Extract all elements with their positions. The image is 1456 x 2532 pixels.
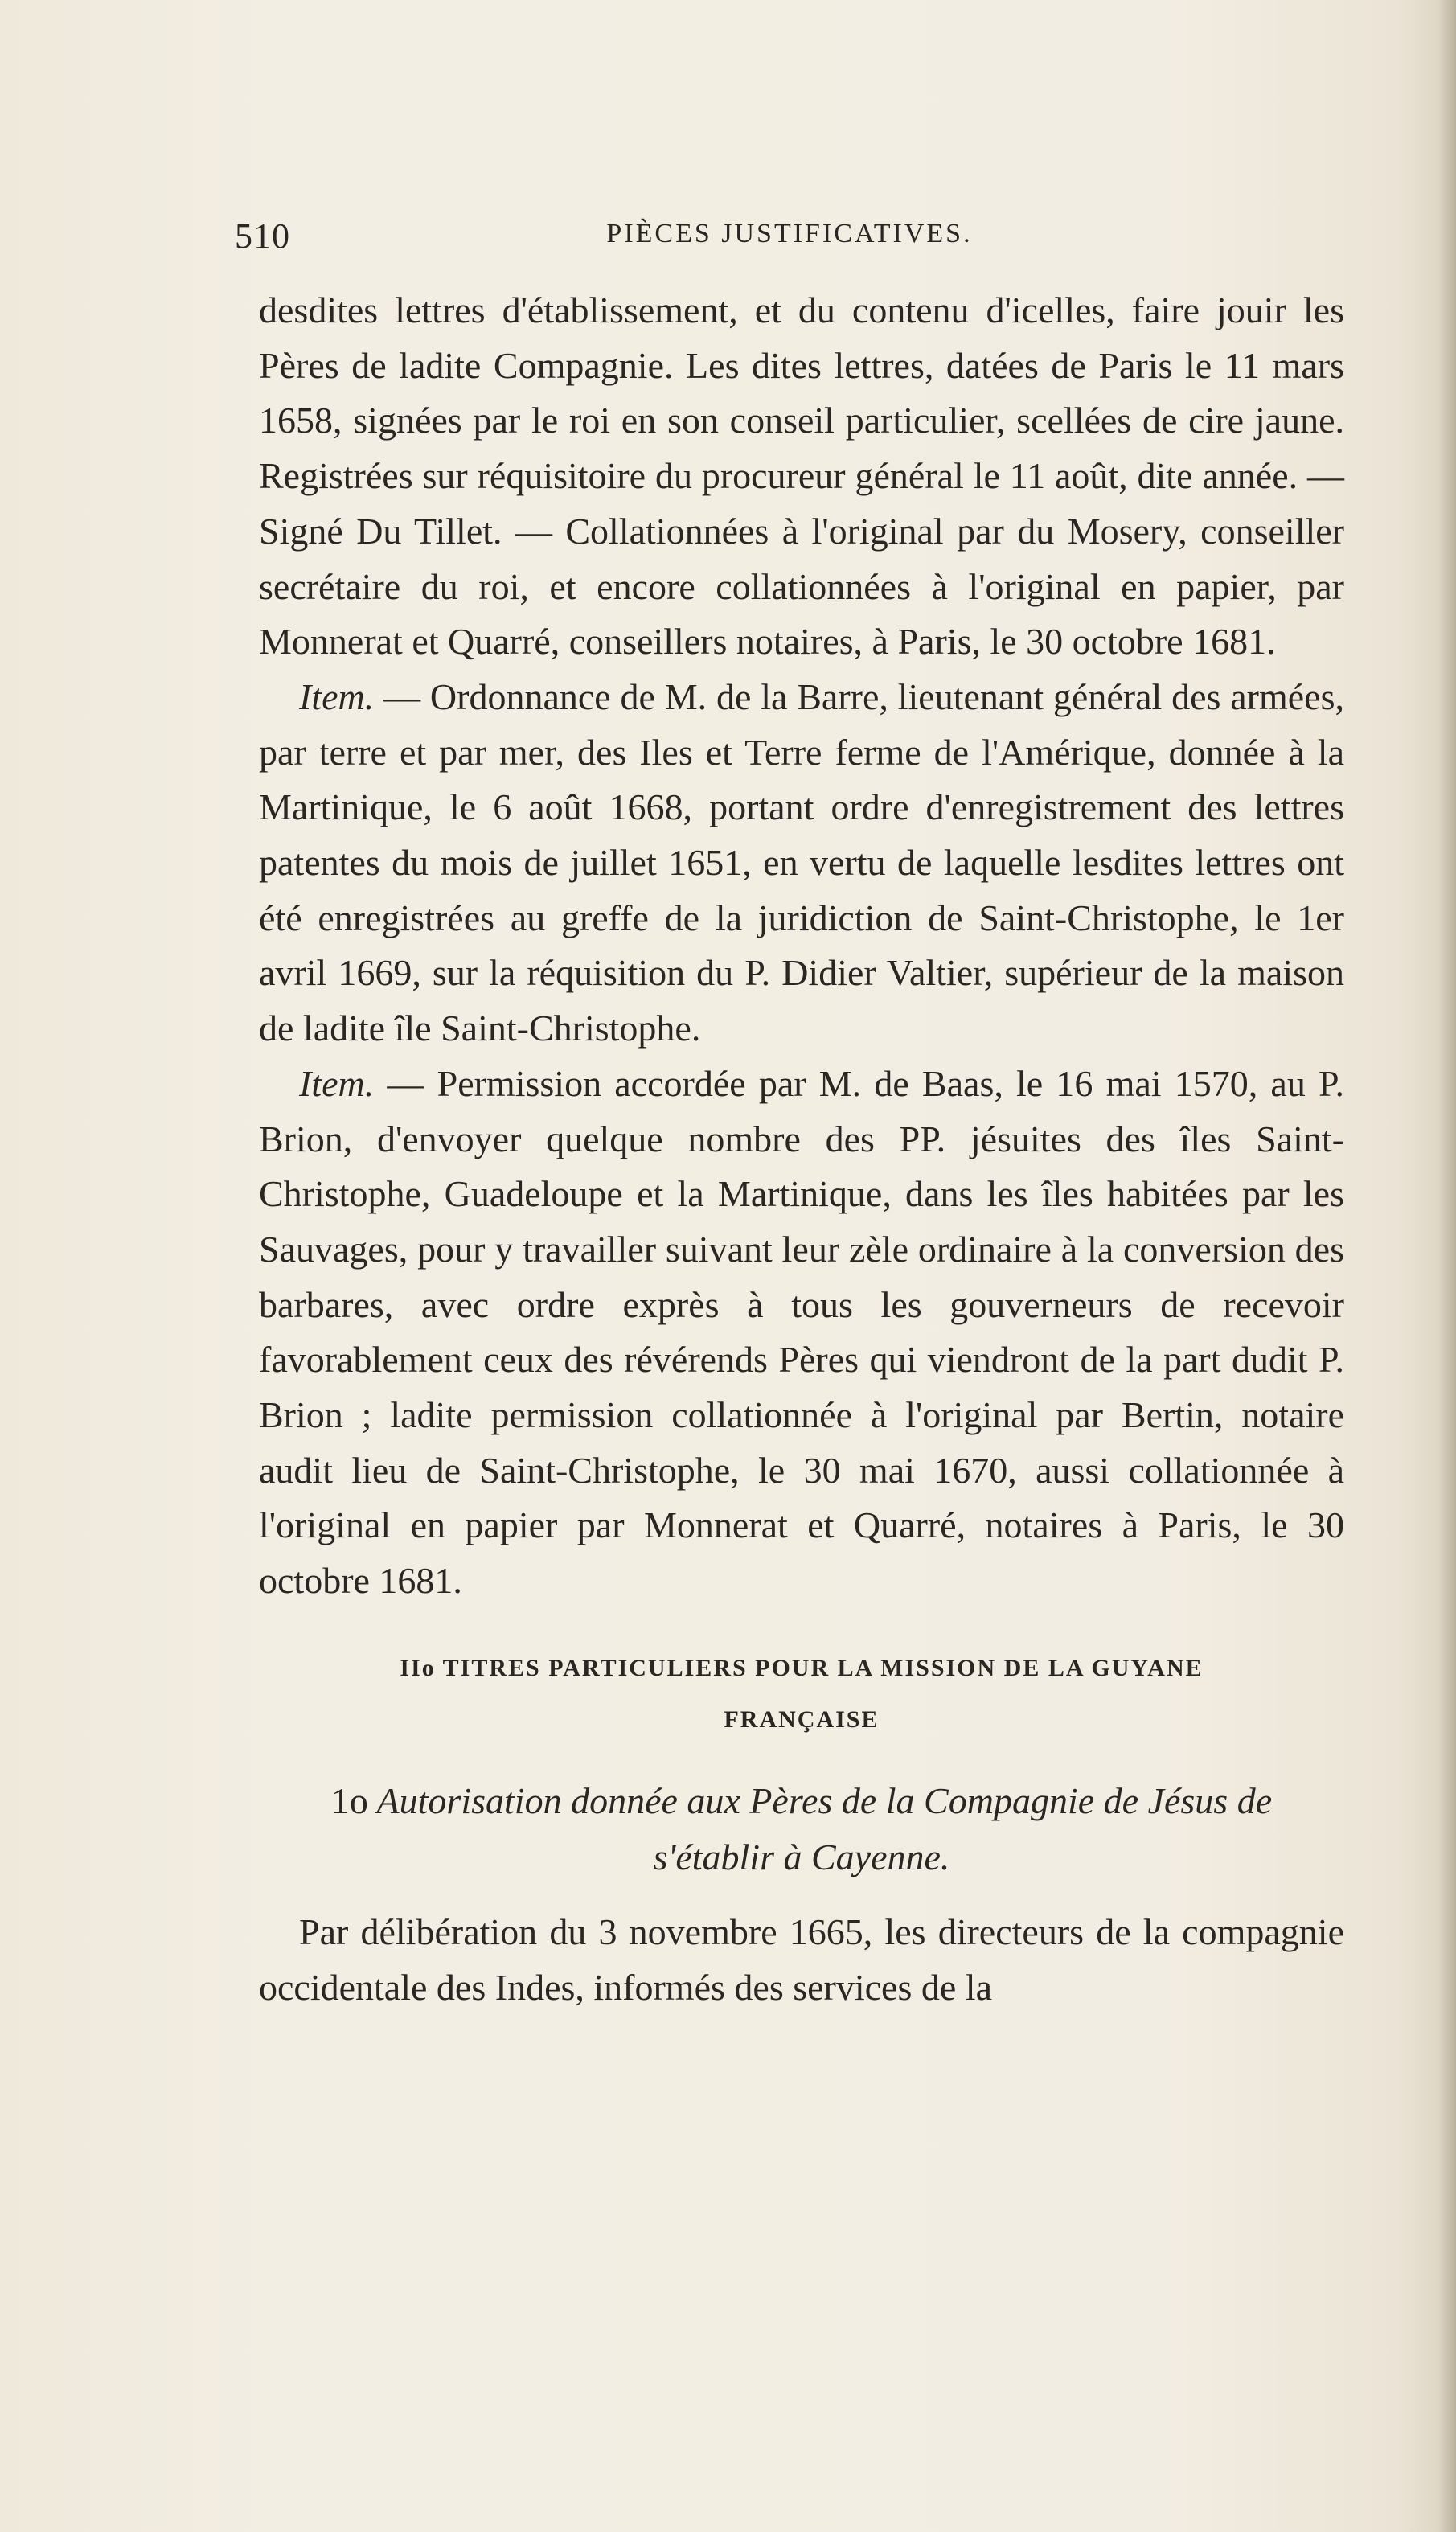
paragraph-deliberation: Par délibération du 3 novembre 1665, les directeurs de la compagnie occidentale des Indes, informés des services de la <box>259 1910 1344 2008</box>
page-header <box>235 215 1344 264</box>
section-heading <box>259 1643 1344 1746</box>
paragraph-item-ordonnance <box>259 670 1344 1057</box>
subsection-title: Autorisation donnée aux Pères de la Compagnie de Jésus de <box>376 1779 1273 1821</box>
section-heading-line-1: IIo TITRES PARTICULIERS POUR LA MISSION DE LA GUYANE <box>400 1654 1204 1681</box>
running-title: PIÈCES JUSTIFICATIVES. <box>606 219 973 248</box>
page-edge-shadow <box>1438 0 1456 2532</box>
subsection-heading-line-2: s'établir à Cayenne. <box>653 1836 950 1877</box>
subsection-heading <box>259 1773 1344 1886</box>
section-heading-line-2: FRANÇAISE <box>724 1705 880 1733</box>
paragraph-text: — Ordonnance de M. de la Barre, lieutenant général des armées, par terre et par mer, des Iles et Terre ferme de l'Amérique, donnée à la Martinique, le 6 août 1668, portant ordre d'enregistrement des lettres patentes du mois de juillet 1651, en vertu de laquelle lesdites lettres ont été enregistrées au greffe de la juridiction de Saint-Christophe, le 1er avril 1669, sur la réquisition du P. Didier Valtier, supérieur de la maison de ladite île Saint-Christophe. <box>259 675 1344 1049</box>
item-label: Item. <box>299 1062 375 1104</box>
subsection-number: 1o <box>330 1779 368 1821</box>
paragraph-continuation: desdites lettres d'établissement, et du contenu d'icelles, faire jouir les Pères de ladite Compagnie. Les dites lettres, datées de Paris le 11 mars 1658, signées par le roi en son conseil particulier, scellées de cire jaune. Registrées sur réquisitoire du procureur général le 11 août, dite année. — Signé Du Tillet. — Collationnées à l'original par du Mosery, conseiller secrétaire du roi, et encore collationnées à l'original en papier, par Monnerat et Quarré, conseillers notaires, à Paris, le 30 octobre 1681. <box>259 289 1344 663</box>
paragraph-item-permission <box>259 1057 1344 1609</box>
text-body <box>259 283 1344 2015</box>
item-label: Item. <box>299 675 375 717</box>
paragraph-text: — Permission accordée par M. de Baas, le 16 mai 1570, au P. Brion, d'envoyer quelque nombre des PP. jésuites des îles Saint-Christophe, Guadeloupe et la Martinique, dans les îles habitées par les Sauvages, pour y travailler suivant leur zèle ordinaire à la conversion des barbares, avec ordre exprès à tous les gouverneurs de recevoir favorablement ceux des révérends Pères qui viendront de la part dudit P. Brion ; ladite permission collationnée à l'original par Bertin, notaire audit lieu de Saint-Christophe, le 30 mai 1670, aussi collationnée à l'original en papier par Monnerat et Quarré, notaires à Paris, le 30 octobre 1681. <box>259 1062 1344 1602</box>
subsection-heading-line-1 <box>259 1773 1344 1829</box>
page-number: 510 <box>235 216 290 256</box>
